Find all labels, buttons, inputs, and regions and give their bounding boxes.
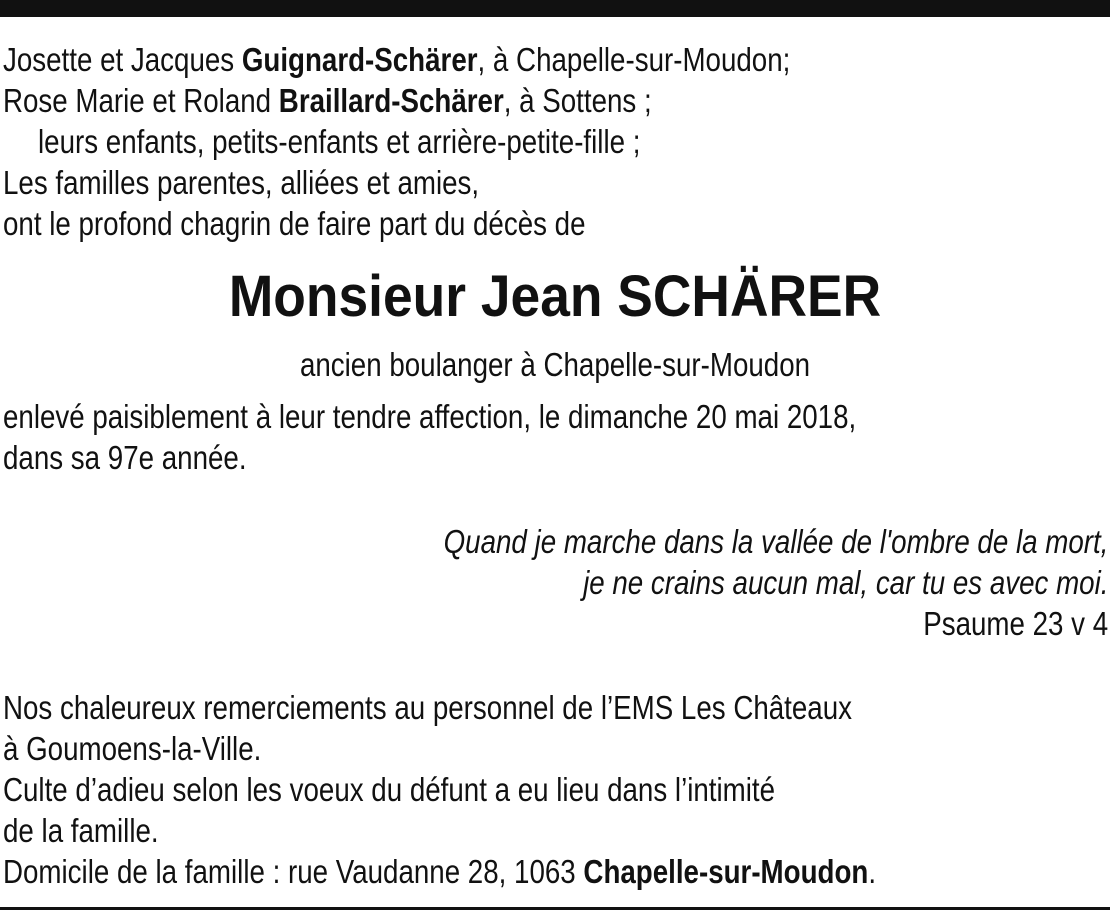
death-line-2: dans sa 97e année.	[3, 439, 247, 476]
closing-line-5-place: Chapelle-sur-Moudon	[583, 853, 869, 890]
family-line-2-surname: Braillard-Schärer	[278, 82, 504, 119]
death-line-1: enlevé paisiblement à leur tendre affection, le dimanche 20 mai 2018,	[3, 398, 857, 435]
family-line-5: ont le profond chagrin de faire part du décès de	[3, 205, 586, 242]
family-line-1-prefix: Josette et Jacques	[3, 41, 242, 78]
closing-line-1: Nos chaleureux remerciements au personnel de l’EMS Les Châteaux	[3, 689, 852, 726]
family-line-3: leurs enfants, petits-enfants et arrière-petite-fille ;	[38, 123, 641, 160]
closing-line-4: de la famille.	[3, 812, 159, 849]
closing-line-2: à Goumoens-la-Ville.	[3, 730, 262, 767]
family-line-1-surname: Guignard-Schärer	[241, 41, 478, 78]
closing-line-5-suffix: .	[868, 853, 877, 890]
family-line-2-suffix: , à Sottens ;	[503, 82, 652, 119]
family-line-4: Les familles parentes, alliées et amies,	[3, 164, 480, 201]
bottom-border-rule	[0, 907, 1110, 910]
top-border-rule	[0, 0, 1110, 17]
quote-line-1: Quand je marche dans la vallée de l'ombre de la mort,	[443, 523, 1108, 560]
closing-line-5-prefix: Domicile de la famille : rue Vaudanne 28, 1063	[3, 853, 584, 890]
closing-line-5	[3, 852, 876, 892]
deceased-occupation: ancien boulanger à Chapelle-sur-Moudon	[299, 346, 811, 383]
deceased-name: Monsieur Jean SCHÄRER	[228, 264, 882, 329]
family-line-2-prefix: Rose Marie et Roland	[3, 82, 279, 119]
quote-reference: Psaume 23 v 4	[923, 605, 1108, 642]
quote-line-2: je ne crains aucun mal, car tu es avec moi.	[582, 564, 1108, 601]
closing-line-3: Culte d’adieu selon les voeux du défunt a eu lieu dans l’intimité	[3, 771, 776, 808]
family-line-1-suffix: , à Chapelle-sur-Moudon;	[477, 41, 791, 78]
family-line-1	[3, 40, 790, 80]
family-line-2	[3, 81, 652, 121]
